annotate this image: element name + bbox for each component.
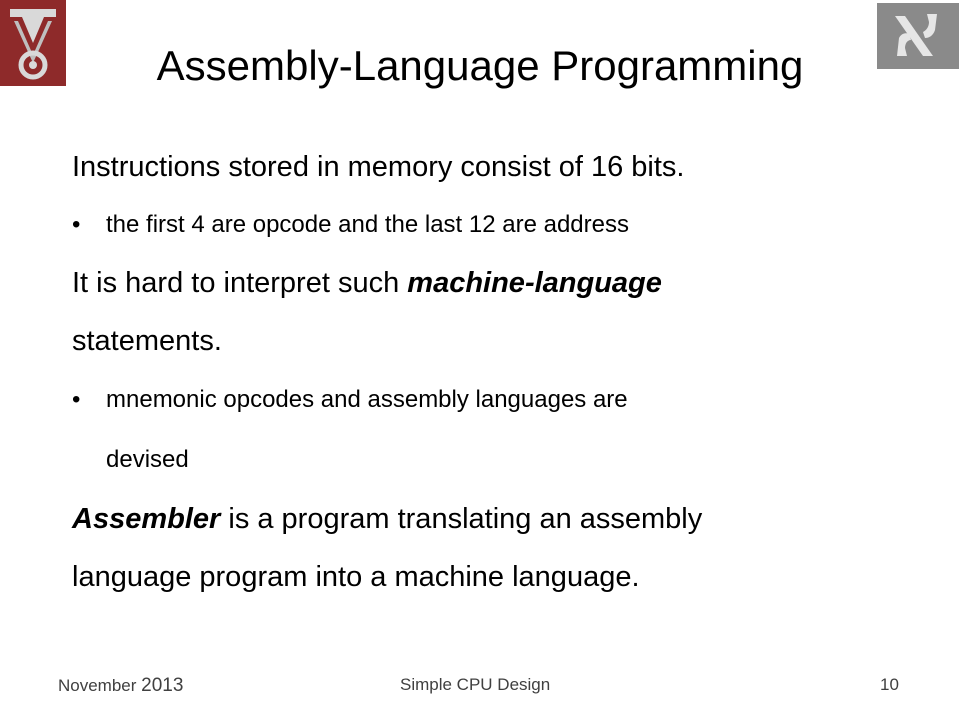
paragraph-assembler bbox=[72, 490, 932, 548]
bullet-text: the first 4 are opcode and the last 12 are address bbox=[106, 211, 629, 238]
paragraph-instructions: Instructions stored in memory consist of 16 bits. bbox=[72, 151, 685, 183]
bullet-icon: • bbox=[72, 386, 81, 413]
slide-body bbox=[72, 138, 932, 606]
bullet-opcode-address bbox=[72, 196, 932, 254]
footer-month: November bbox=[58, 676, 142, 695]
bullet-mnemonic bbox=[72, 370, 932, 490]
emphasis-assembler: Assembler bbox=[72, 503, 221, 535]
paragraph-machine-language bbox=[72, 254, 932, 312]
page-number: 10 bbox=[880, 675, 899, 694]
footer-title: Simple CPU Design bbox=[400, 675, 551, 694]
bullet-text-line2: devised bbox=[106, 446, 189, 473]
paragraph-text: is a program translating an assembly bbox=[220, 503, 703, 535]
paragraph-assembler-line2: language program into a machine language. bbox=[72, 561, 640, 593]
bullet-icon: • bbox=[72, 211, 81, 238]
footer-date bbox=[58, 675, 183, 697]
emphasis-machine-language: machine-language bbox=[407, 267, 662, 299]
bullet-text-line1: mnemonic opcodes and assembly languages are bbox=[106, 386, 628, 413]
footer-year: 2013 bbox=[141, 675, 184, 696]
paragraph-text: It is hard to interpret such bbox=[72, 267, 408, 299]
slide-title: Assembly-Language Programming bbox=[156, 42, 804, 89]
paragraph-statements: statements. bbox=[72, 325, 222, 357]
